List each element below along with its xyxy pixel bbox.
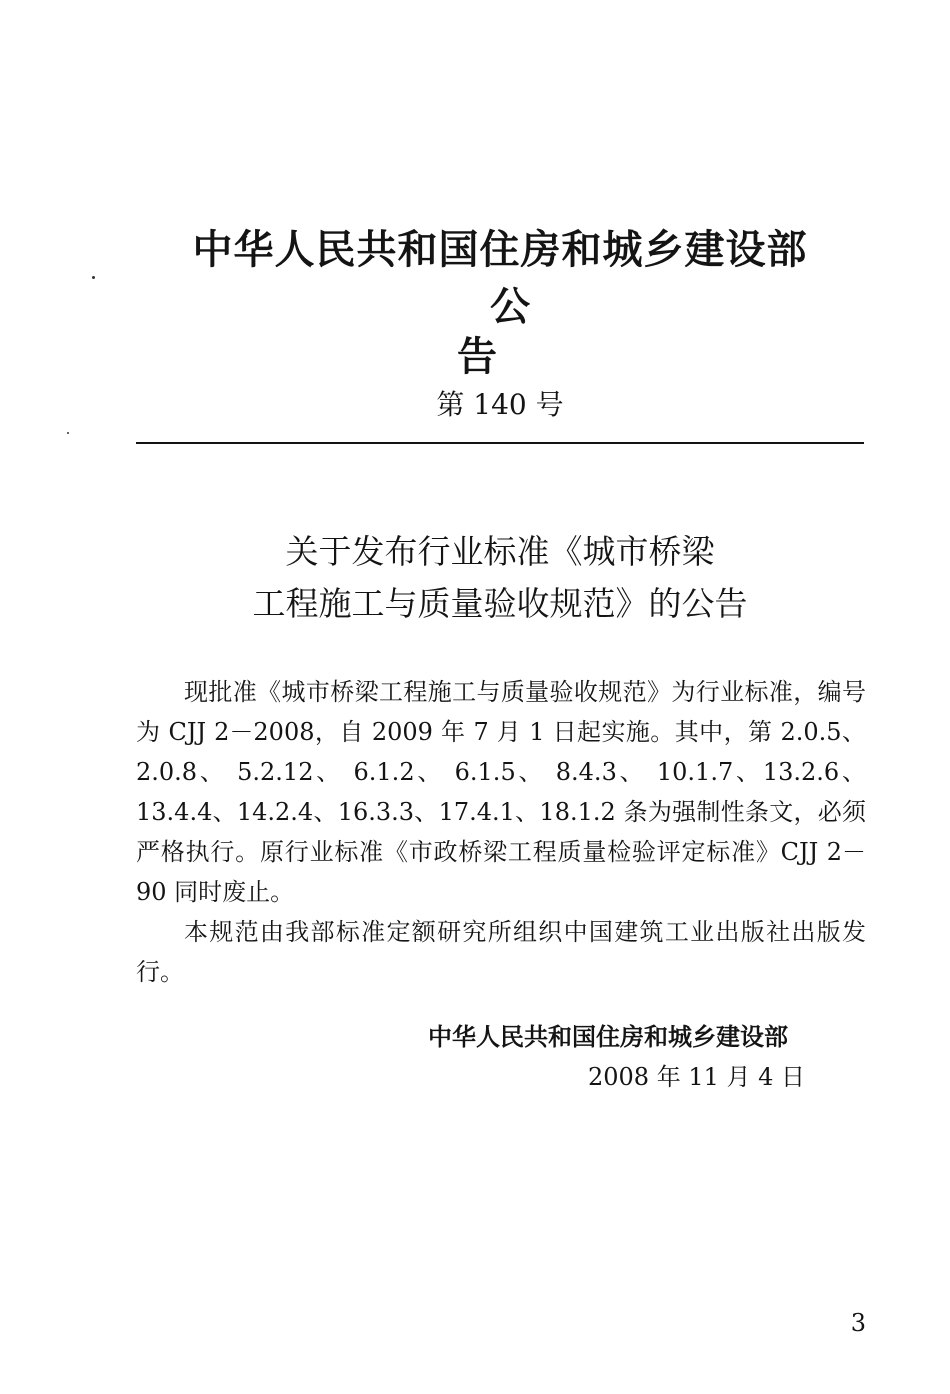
page-number: 3 [850, 1309, 866, 1337]
announcement-number: 第 140 号 [436, 388, 564, 421]
scan-speck [67, 432, 69, 434]
header-divider [136, 442, 864, 444]
signature-organization: 中华人民共和国住房和城乡建设部 [428, 1023, 788, 1051]
announcement-headline [0, 526, 950, 630]
signature-date: 2008 年 11 月 4 日 [588, 1063, 806, 1091]
headline-line-2: 工程施工与质量验收规范》的公告 [252, 584, 748, 623]
headline-line-1: 关于发布行业标准《城市桥梁 [285, 532, 715, 571]
doc-type-title: 公 告 [457, 284, 596, 380]
issuer-title: 中华人民共和国住房和城乡建设部 [192, 227, 808, 273]
body-paragraph-2: 本规范由我部标准定额研究所组织中国建筑工业出版社出版发行。 [136, 918, 866, 986]
body-paragraph-1: 现批准《城市桥梁工程施工与质量验收规范》为行业标准，编号为 CJJ 2－2008，自 2009 年 7 月 1 日起实施。其中，第 2.0.5、 2.0.8、 5.2.12、 6.1.2、 6.1.5、 8.4.3、 10.1.7、13.2.6、13.4.4、14.2.4、16.3.3、17.4.1、18.1.2 条为强制性条文，必须严格执行。原行业标准《市政桥梁工程质量检验评定标准》CJJ 2－90 同时废止。 [136, 678, 866, 906]
announcement-body [136, 672, 866, 992]
